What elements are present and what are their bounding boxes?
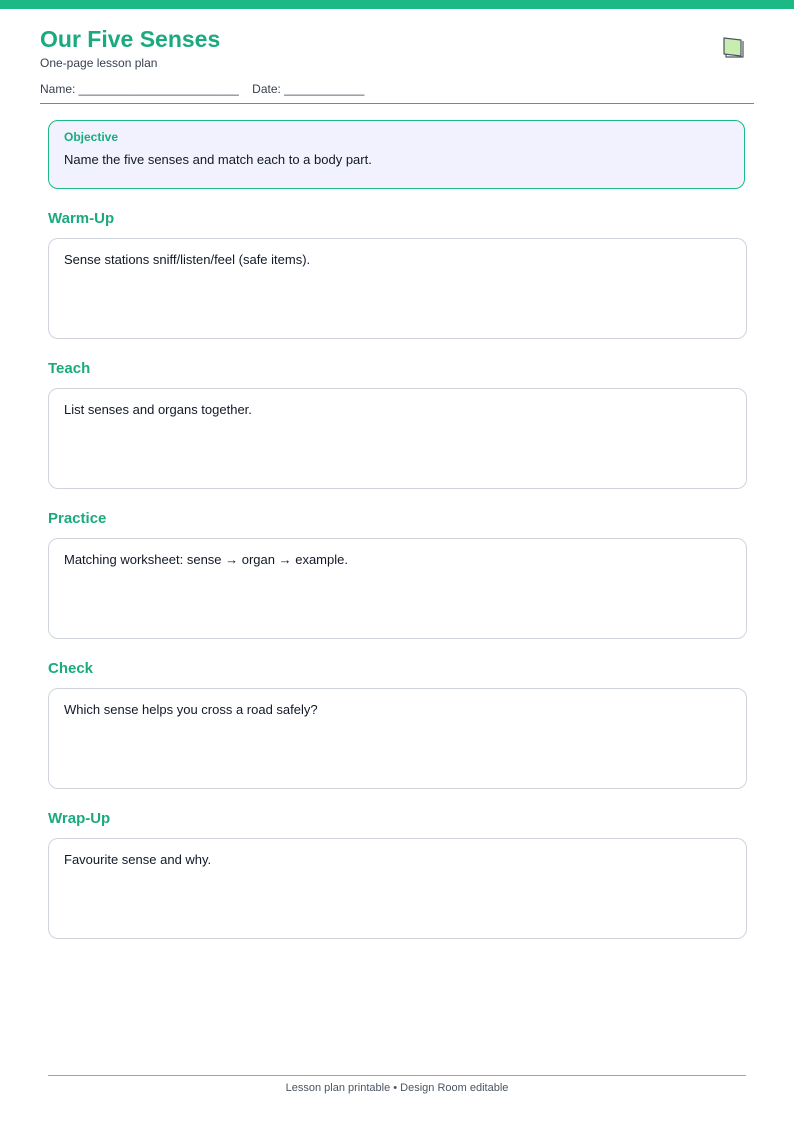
section-text-warm-up: Sense stations sniff/listen/feel (safe items). — [64, 252, 311, 267]
section-heading-warm-up: Warm-Up — [48, 210, 115, 227]
section-text-check: Which sense helps you cross a road safely? — [64, 702, 318, 717]
section-heading-wrap-up: Wrap-Up — [48, 810, 111, 827]
section-box-teach — [48, 388, 747, 489]
page-title: Our Five Senses — [40, 26, 221, 52]
objective-text: Name the five senses and match each to a body part. — [64, 152, 372, 167]
section-heading-practice: Practice — [48, 510, 107, 527]
section-box-practice — [48, 538, 747, 639]
section-box-warm-up — [48, 238, 747, 339]
objective-box — [48, 120, 745, 189]
page-subtitle: One-page lesson plan — [40, 56, 158, 70]
header-divider — [40, 103, 754, 104]
section-text-teach: List senses and organs together. — [64, 402, 252, 417]
section-text-practice: Matching worksheet: sense → organ → example. — [64, 552, 348, 567]
name-date-line: Name: ________________________ Date: ____________ — [40, 82, 365, 96]
top-accent-bar — [0, 0, 794, 9]
footer-text: Lesson plan printable • Design Room editable — [285, 1082, 509, 1094]
section-box-wrap-up — [48, 838, 747, 939]
section-heading-check: Check — [48, 660, 94, 677]
section-text-wrap-up: Favourite sense and why. — [64, 852, 212, 867]
footer-divider — [48, 1075, 746, 1076]
section-heading-teach: Teach — [48, 360, 91, 377]
section-box-check — [48, 688, 747, 789]
book-icon — [722, 36, 744, 58]
objective-label: Objective — [64, 130, 119, 144]
